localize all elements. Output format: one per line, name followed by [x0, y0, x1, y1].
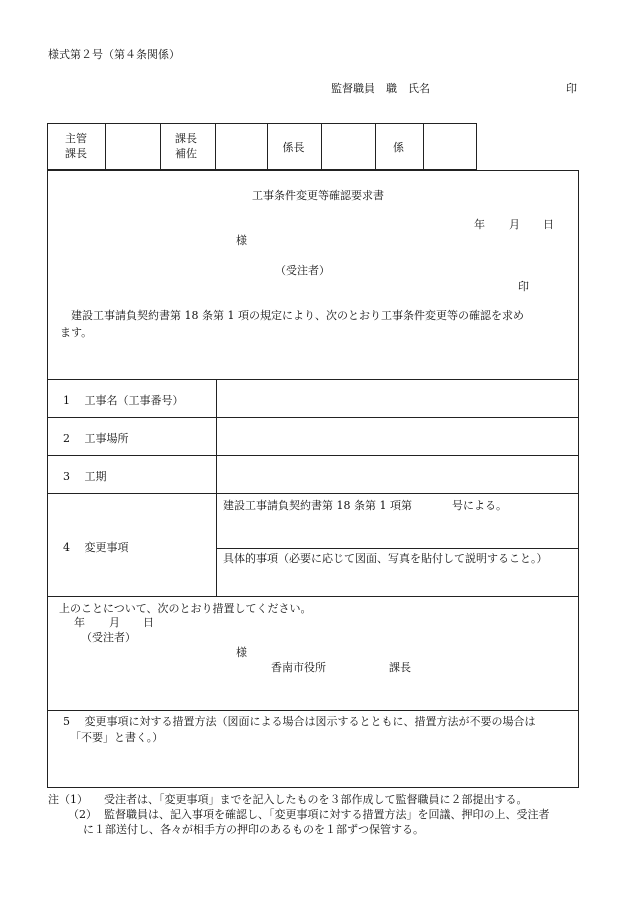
- approval-assistant-label: 課長 補佐: [175, 132, 197, 160]
- note2-mark: （2）: [68, 808, 97, 821]
- item4-details: 具体的事項（必要に応じて図面、写真を貼付して説明すること。）: [223, 552, 548, 565]
- response-date-year: 年: [74, 616, 85, 629]
- item4-label: 4 変更事項: [63, 541, 129, 554]
- item5-line2: 「不要」と書く。）: [70, 731, 164, 744]
- request-addressee-suffix: 様: [236, 234, 247, 247]
- response-office: 香南市役所: [271, 661, 326, 674]
- item5-line1: 5 変更事項に対する措置方法（図面による場合は図示するとともに、措置方法が不要の場合は: [63, 715, 536, 728]
- supervisor-seal-mark: 印: [566, 82, 577, 95]
- response-date-day: 日: [143, 616, 154, 629]
- response-contractor-label: （受注者）: [81, 631, 136, 644]
- request-seal-mark: 印: [518, 280, 529, 293]
- response-addressee-suffix: 様: [236, 646, 247, 659]
- response-chief: 課長: [389, 661, 411, 674]
- approval-section-chief-label: 係長: [282, 141, 305, 154]
- item4-clause-prefix: 建設工事請負契約書第 18 条第 1 項第: [223, 499, 412, 512]
- request-body-line1: 建設工事請負契約書第 18 条第 1 項の規定により、次のとおり工事条件変更等の確認を求め: [71, 309, 524, 322]
- item3-label: 3 工期: [63, 470, 107, 483]
- note2-line1: 監督職員は、記入事項を確認し、「変更事項に対する措置方法」を回議、押印の上、受注者: [104, 808, 550, 821]
- form-number: 様式第２号（第４条関係）: [48, 48, 180, 61]
- approval-staff-label: 係: [393, 141, 404, 154]
- response-date-month: 月: [109, 616, 120, 629]
- request-body-line2: ます。: [60, 326, 93, 339]
- supervisor-label: 監督職員 職 氏名: [331, 82, 430, 95]
- note2-line2: に１部送付し、各々が相手方の押印のあるものを１部ずつ保管する。: [83, 823, 424, 836]
- item1-label: 1 工事名（工事番号）: [63, 394, 184, 407]
- request-contractor-label: （受注者）: [275, 264, 330, 277]
- request-date-day: 日: [543, 218, 554, 231]
- item2-label: 2 工事場所: [63, 432, 129, 445]
- approval-chief-label: 主管 課長: [65, 132, 87, 160]
- item4-clause-suffix: 号による。: [452, 499, 507, 512]
- response-intro: 上のことについて、次のとおり措置してください。: [59, 602, 312, 615]
- note1-text: 受注者は、「変更事項」までを記入したものを３部作成して監督職員に２部提出する。: [104, 793, 528, 806]
- request-title: 工事条件変更等確認要求書: [252, 189, 384, 202]
- note1-mark: 注（1）: [48, 793, 88, 806]
- request-date-year: 年: [474, 218, 485, 231]
- request-date-month: 月: [509, 218, 520, 231]
